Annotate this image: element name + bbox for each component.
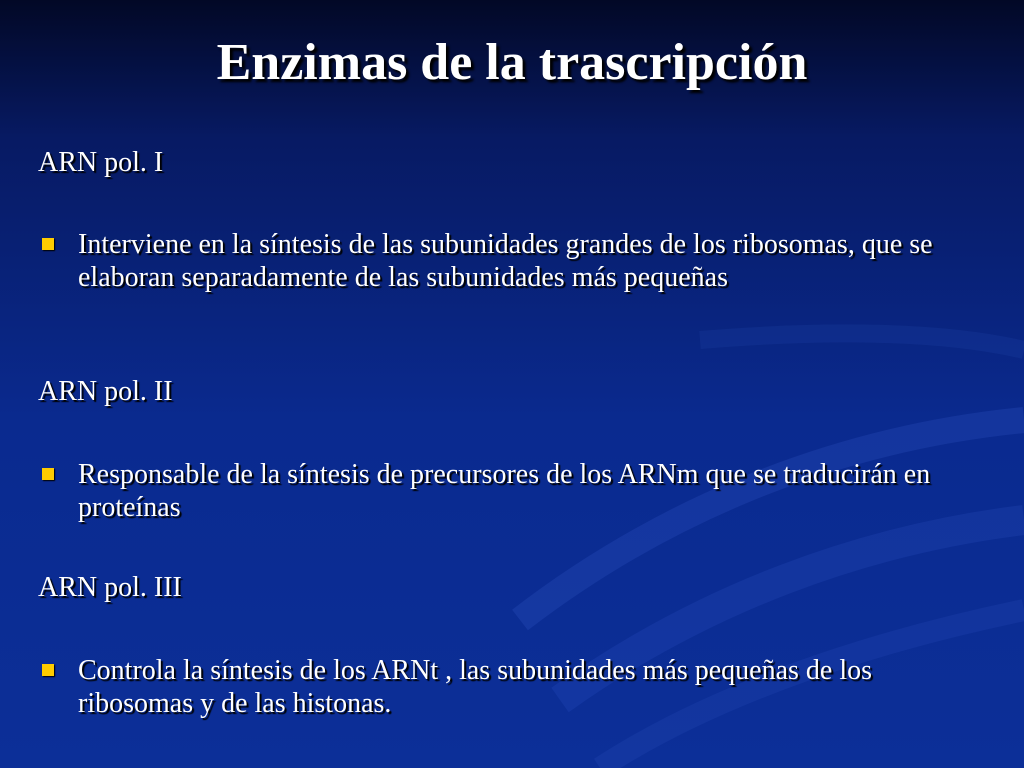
bullet-text: Responsable de la síntesis de precursores de los ARNm que se traducirán en proteínas [78, 459, 931, 523]
heading-arn-pol-2: ARN pol. II [38, 376, 173, 407]
bullet-text: Controla la síntesis de los ARNt , las subunidades más pequeñas de los ribosomas y de las histonas. [78, 655, 873, 719]
bullet-text: Interviene en la síntesis de las subunidades grandes de los ribosomas, que se elaboran separadamente de las subunidades más pequeñas [78, 229, 933, 293]
square-bullet-icon [42, 238, 54, 250]
slide-title: Enzimas de la trascripción [216, 34, 808, 91]
square-bullet-icon [42, 664, 54, 676]
heading-arn-pol-1: ARN pol. I [38, 147, 164, 178]
square-bullet-icon [42, 468, 54, 480]
heading-arn-pol-3: ARN pol. III [38, 572, 182, 603]
